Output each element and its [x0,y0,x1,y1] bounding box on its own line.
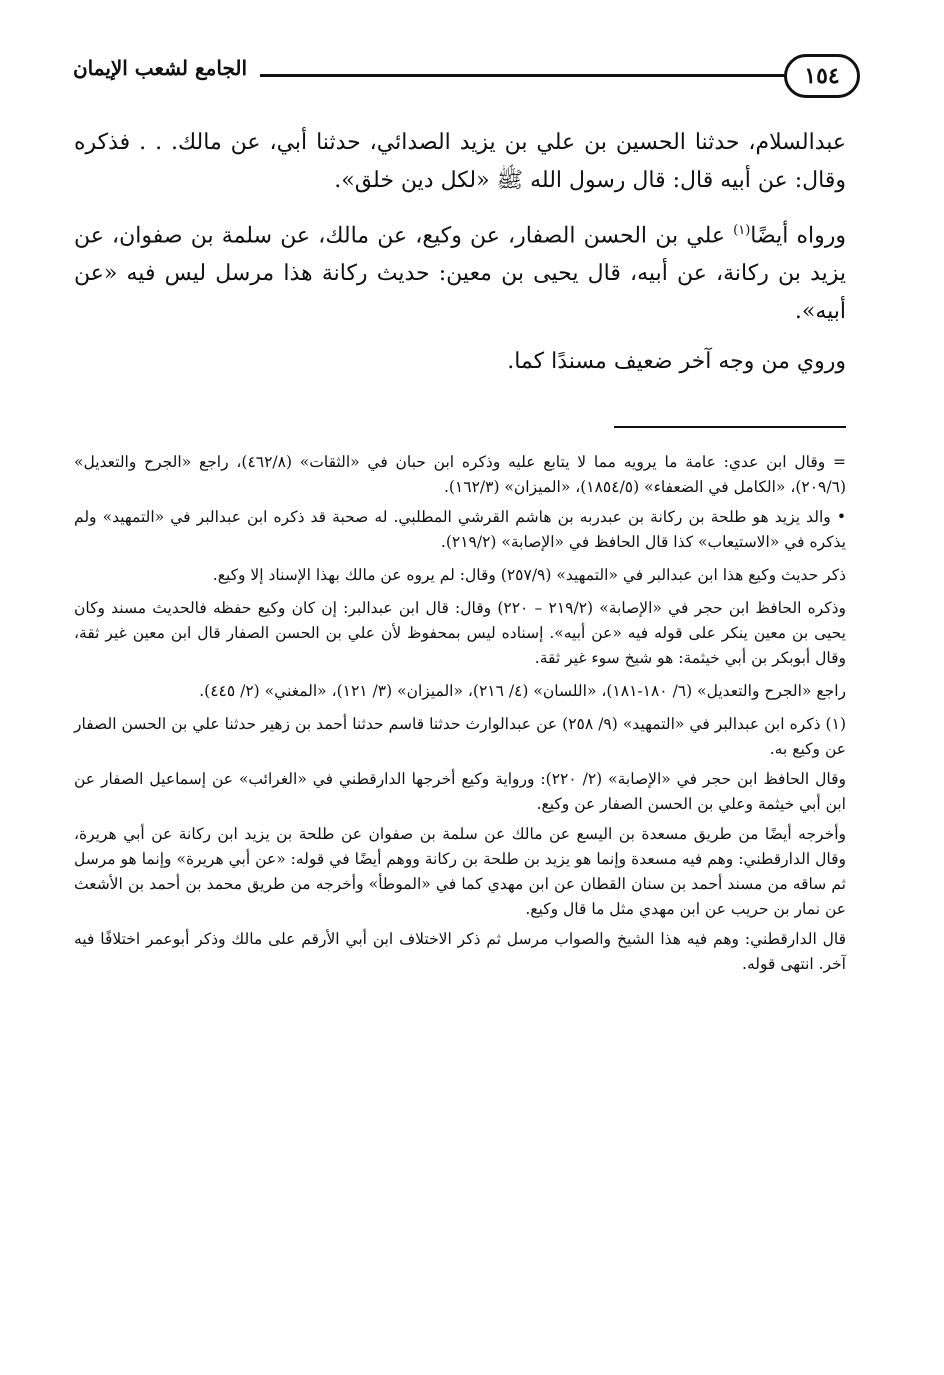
footnote-yazid-father: • والد يزيد هو طلحة بن ركانة بن عبدربه بن هاشم القرشي المطلبي. له صحبة قد ذكره ابن عبدالبر في «التمهيد» ولم يذكره في «الاستيعاب» كذا قال الحافظ في «الإصابة» (٢١٩/٢). [74,508,846,551]
footnote-continuation: = وقال ابن عدي: عامة ما يرويه مما لا يتابع عليه وذكره ابن حبان في «الثقات» (٤٦٢/٨)، راجع «الجرح والتعديل» (٢٠٩/٦)، «الكامل في الضعفاء» (١٨٥٤/٥)، «الميزان» (١٦٢/٣). [74,453,846,496]
paragraph-1-line-1: عبدالسلام، حدثنا الحسين بن علي بن يزيد الصدائي، حدثنا أبي، عن مالك. . . [139,130,847,155]
paragraph-2-rest: علي بن الحسن الصفار، عن وكيع، عن مالك، عن سلمة بن صفوان، عن يزيد بن ركانة، عن أبيه، قال يحيى بن معين: حديث ركانة هذا مرسل ليس فيه «عن أبيه». [74,223,846,325]
page-number: ١٥٤ [784,54,860,98]
footnote-marker: (١) [733,223,751,238]
footnotes [74,450,846,982]
footnote-tamhid: ذكر حديث وكيع هذا ابن عبدالبر في «التمهيد» (٢٥٧/٩) وقال: لم يروه عن مالك بهذا الإسناد إلا وكيع. [212,566,846,584]
paragraph-1 [74,124,846,200]
paragraph-3: وروي من وجه آخر ضعيف مسندًا كما. [507,349,846,375]
footnote-references: راجع «الجرح والتعديل» (٦/ ١٨٠-١٨١)، «اللسان» (٤/ ٢١٦)، «الميزان» (٣/ ١٢١)، «المغني» (٢/ ٤٤٥). [199,682,846,700]
footnote-1-isaba: وقال الحافظ ابن حجر في «الإصابة» (٢/ ٢٢٠): ورواية وكيع أخرجها الدارقطني في «الغرائب» عن إسماعيل الصفار عن ابن أبي خيثمة وعلي بن الحسن الصفار عن وكيع. [74,770,846,813]
main-text [74,124,846,393]
footnote-isaba: وذكره الحافظ ابن حجر في «الإصابة» (٢١٩/٢ – ٢٢٠) وقال: قال ابن عبدالبر: إن كان وكيع حفظه فالحديث مسند وكان يحيى بن معين ينكر على قوله فيه «عن أبيه». إسناده ليس بمحفوظ لأن علي بن الحسن الصفار قال ابن معين غير ثقة، وقال أبوبكر بن أبي خيثمة: هو شيخ سوء غير ثقة. [74,599,847,667]
page-header [60,50,860,106]
footnote-1: (١) ذكره ابن عبدالبر في «التمهيد» (٩/ ٢٥٨) عن عبدالوارث حدثنا قاسم حدثنا أحمد بن زهير حدثنا علي بن الحسن الصفار عن وكيع به. [74,715,846,758]
footnote-1-masada: وأخرجه أيضًا من طريق مسعدة بن اليسع عن مالك عن سلمة بن صفوان عن طلحة بن يزيد ابن ركانة عن أبي هريرة، وقال الدارقطني: وهم فيه مسعدة وإنما هو يزيد بن طلحة بن ركانة ووهم أيضًا في قوله: «عن أبي هريرة» وإنما هو مرسل ثم ساقه من مسند أحمد بن سنان القطان عن ابن مهدي كما في «الموطأ» وأخرجه من طريق محمد بن أحمد بن الأشعث عن نمار بن حريب عن ابن مهدي مثل ما قال وكيع. [74,825,846,918]
header-rule [260,74,786,77]
footnote-separator [614,426,846,428]
paragraph-1-line-2: فذكره وقال: عن أبيه قال: قال رسول الله ﷺ «لكل دين خلق». [74,130,846,193]
running-title: الجامع لشعب الإيمان [72,56,248,80]
paragraph-2 [74,212,846,331]
footnote-1-daraqutni: قال الدارقطني: وهم فيه هذا الشيخ والصواب مرسل ثم ذكر الاختلاف ابن أبي الأرقم على مالك وذكر أبوعمر اختلافًا فيه آخر. انتهى قوله. [74,930,846,973]
paragraph-2-start: ورواه أيضًا [750,223,846,249]
